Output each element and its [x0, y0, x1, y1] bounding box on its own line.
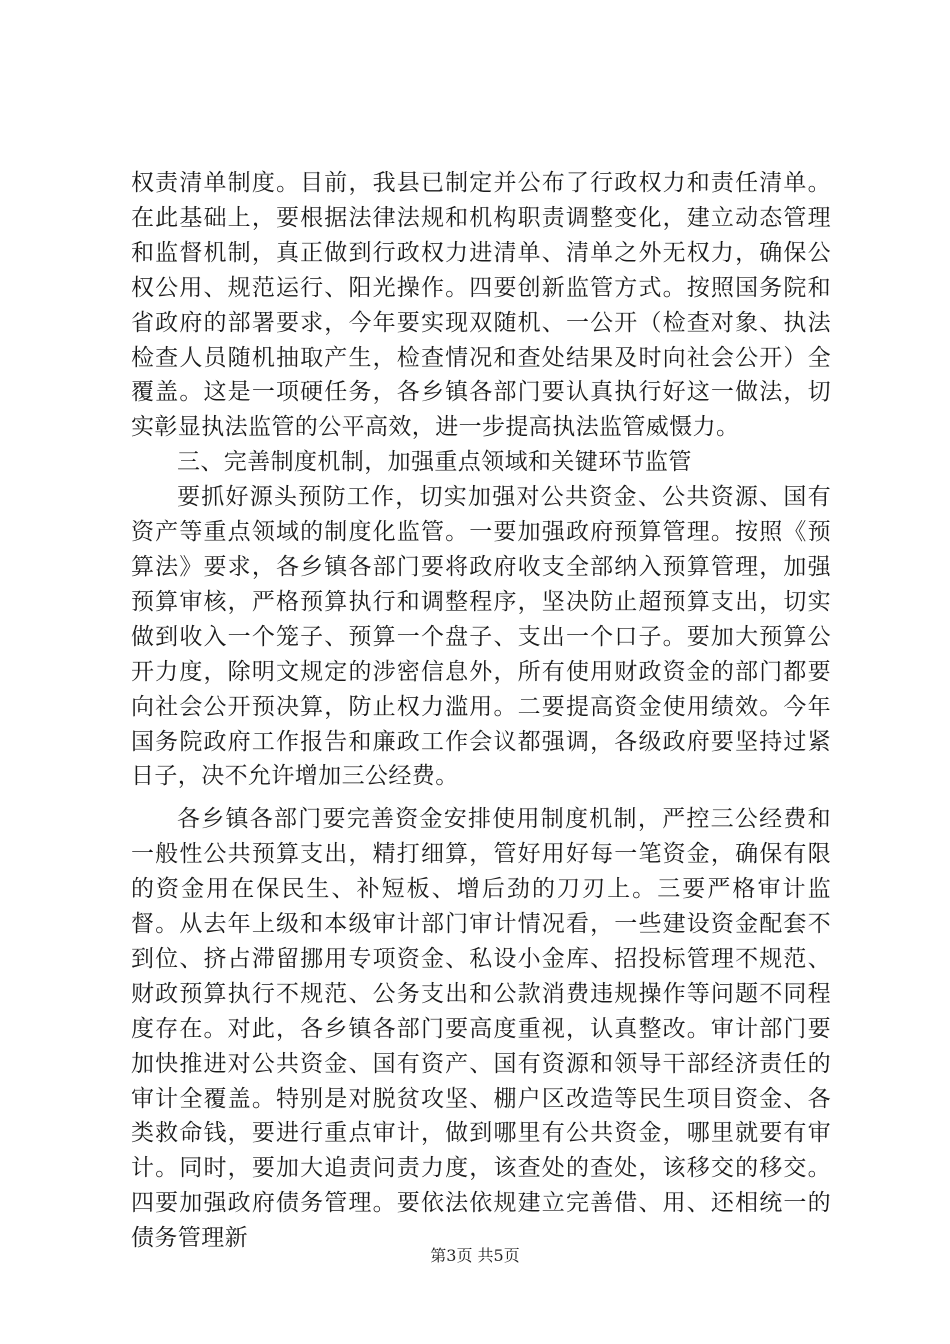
paragraph-budget-management: 要抓好源头预防工作，切实加强对公共资金、公共资源、国有资产等重点领域的制度化监管。一要加强政府预算管理。按照《预算法》要求，各乡镇各部门要将政府收支全部纳入预算管理，加强预算审核，严格预算执行和调整程序，坚决防止超预算支出，切实做到收入一个笼子、预算一个盘子、支出一个口子。要加大预算公开力度，除明文规定的涉密信息外，所有使用财政资金的部门都要向社会公开预决算，防止权力滥用。二要提高资金使用绩效。今年国务院政府工作报告和廉政工作会议都强调，各级政府要坚持过紧日子，决不允许增加三公经费。 — [131, 484, 831, 790]
document-body — [131, 166, 831, 1256]
page-footer: 第3页 共5页 — [430, 1246, 520, 1265]
section-heading: 三、完善制度机制，加强重点领域和关键环节监管 — [177, 449, 692, 476]
paragraph-fund-audit: 各乡镇各部门要完善资金安排使用制度机制，严控三公经费和一般性公共预算支出，精打细算，管好用好每一笔资金，确保有限的资金用在保民生、补短板、增后劲的刀刃上。三要严格审计监督。从去年上级和本级审计部门审计情况看，一些建设资金配套不到位、挤占滞留挪用专项资金、私设小金库、招投标管理不规范、财政预算执行不规范、公务支出和公款消费违规操作等问题不同程度存在。对此，各乡镇各部门要高度重视，认真整改。审计部门要加快推进对公共资金、国有资产、国有资源和领导干部经济责任的审计全覆盖。特别是对脱贫攻坚、棚户区改造等民生项目资金、各类救命钱，要进行重点审计，做到哪里有公共资金，哪里就要有审计。同时，要加大追责问责力度，该查处的查处，该移交的移交。四要加强政府债务管理。要依法依规建立完善借、用、还相统一的债务管理新 — [131, 806, 831, 1252]
paragraph-continuation: 权责清单制度。目前，我县已制定并公布了行政权力和责任清单。在此基础上，要根据法律法规和机构职责调整变化，建立动态管理和监督机制，真正做到行政权力进清单、清单之外无权力，确保公权公用、规范运行、阳光操作。四要创新监管方式。按照国务院和省政府的部署要求，今年要实现双随机、一公开（检查对象、执法检查人员随机抽取产生，检查情况和查处结果及时向社会公开）全覆盖。这是一项硬任务，各乡镇各部门要认真执行好这一做法，切实彰显执法监管的公平高效，进一步提高执法监管威慑力。 — [131, 170, 831, 441]
